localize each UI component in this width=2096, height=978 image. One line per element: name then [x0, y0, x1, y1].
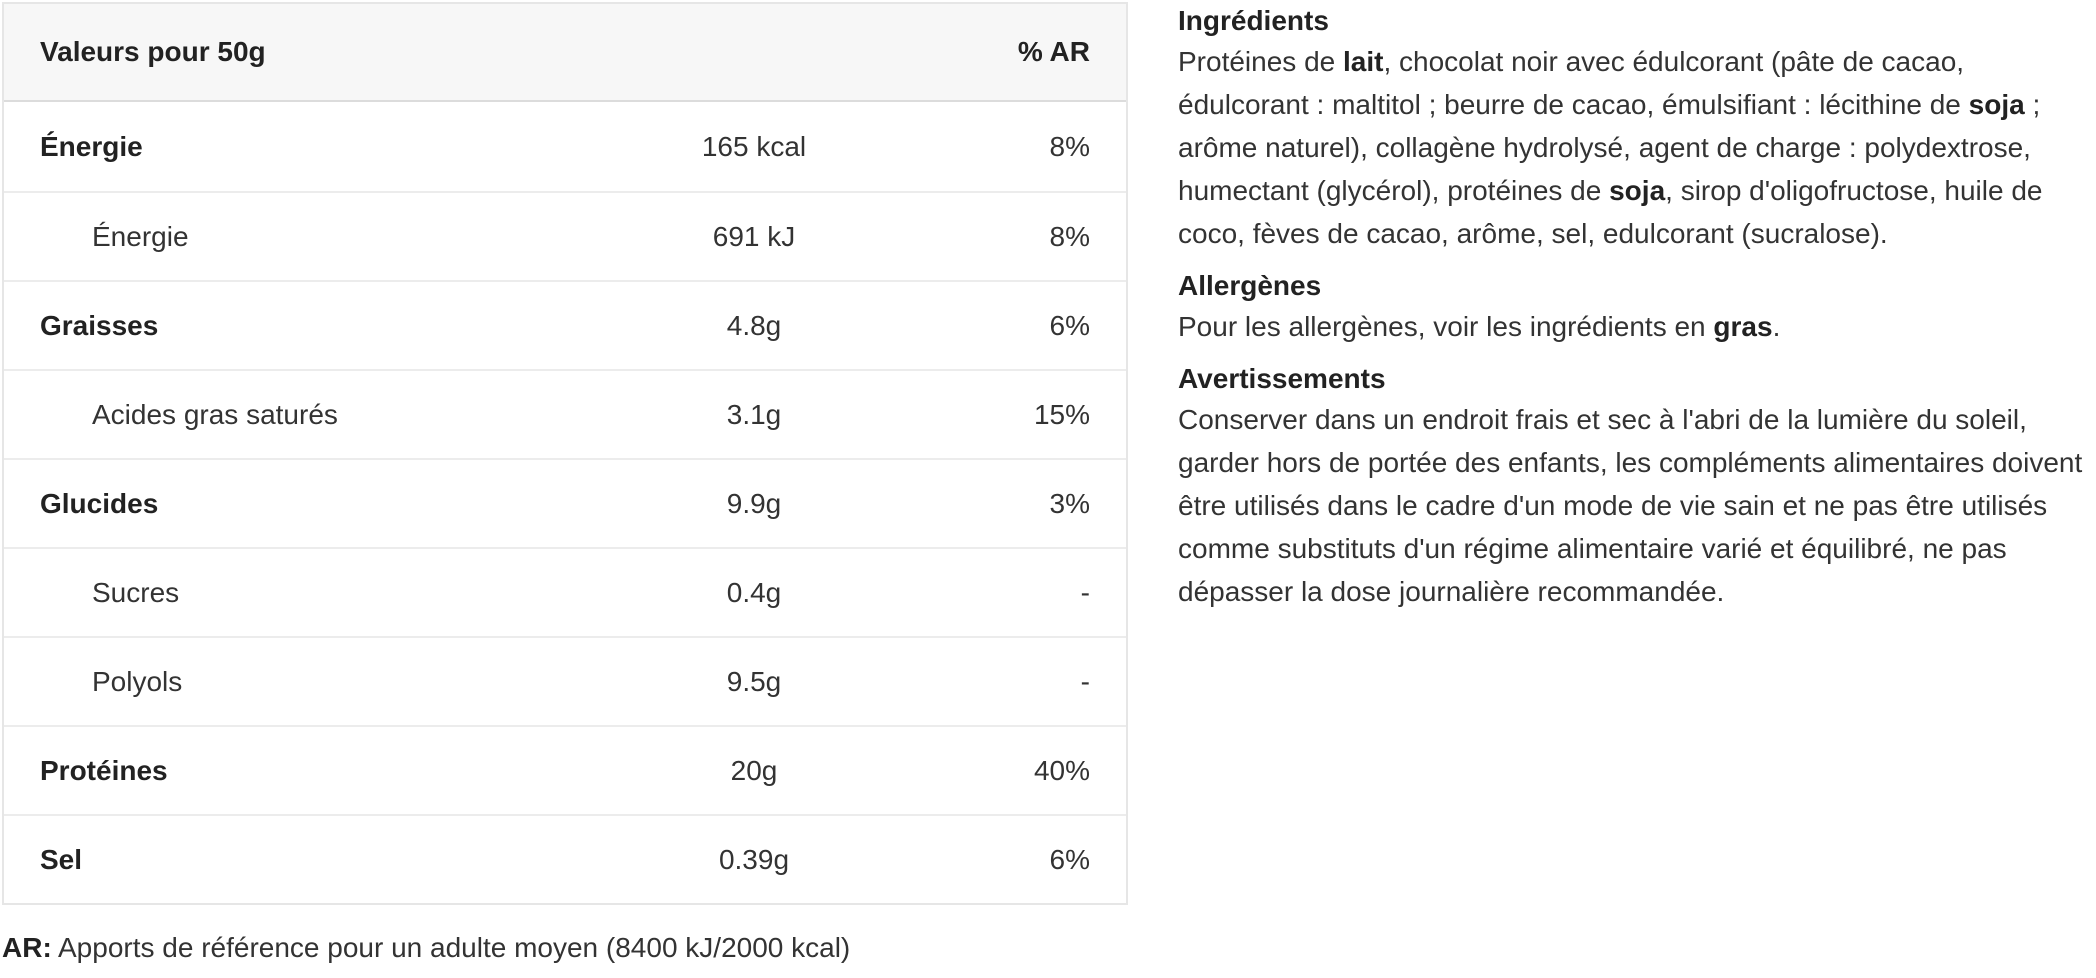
- nutrient-amount: 9.5g: [726, 665, 782, 697]
- nutrient-ar: 8%: [1049, 130, 1090, 162]
- allergen-highlight: soja: [1968, 89, 2025, 120]
- nutrient-name: Protéines: [40, 754, 168, 786]
- nutrient-amount: 0.39g: [718, 843, 790, 875]
- ingredients-heading: Ingrédients: [1178, 5, 1329, 36]
- table-row: [4, 369, 1126, 458]
- ingredients-text-part: , chocolat noir avec édulcorant (pâte de cacao, édulcorant : maltitol ; beurre de cacao, émulsifiant : lécithine de: [1178, 46, 1969, 120]
- allergens-text: [1178, 305, 2083, 348]
- table-header-row: [4, 4, 1126, 102]
- nutrient-ar: -: [1080, 576, 1090, 608]
- warnings-text: Conserver dans un endroit frais et sec à l'abri de la lumière du soleil, garder hors de portée des enfants, les compléments alimentaires doivent être utilisés dans le cadre d'un mode de vie sain et ne pas être utilisés comme substituts d'un régime alimentaire varié et équilibré, ne pas dépasser la dose journalière recommandée.: [1178, 404, 2083, 607]
- footnote-label: AR:: [2, 932, 52, 963]
- nutrient-ar: 15%: [1033, 398, 1090, 430]
- ingredients-text-part: ; arôme naturel), collagène hydrolysé, agent de charge : polydextrose, humectant (glycérol), protéines de: [1178, 89, 2041, 206]
- ingredients-text: [1178, 40, 2083, 255]
- footnote-text: Apports de référence pour un adulte moyen (8400 kJ/2000 kcal): [51, 932, 851, 963]
- nutrient-amount: 3.1g: [726, 398, 782, 430]
- nutrient-amount: 20g: [730, 754, 778, 786]
- table-row: [4, 280, 1126, 369]
- header-ar-label: % AR: [1017, 36, 1090, 67]
- table-row: [4, 636, 1126, 725]
- warnings-heading: Avertissements: [1178, 363, 1386, 394]
- nutrient-name: Graisses: [40, 309, 159, 341]
- nutrient-name: Glucides: [40, 487, 159, 519]
- nutrient-amount: 691 kJ: [712, 220, 796, 252]
- nutrient-amount: 165 kcal: [701, 130, 807, 162]
- table-row: [4, 191, 1126, 280]
- nutrient-ar: 40%: [1033, 754, 1090, 786]
- nutrition-table: [2, 2, 1128, 905]
- nutrient-ar: -: [1080, 665, 1090, 697]
- table-row: [4, 547, 1126, 636]
- nutrient-ar: 3%: [1049, 487, 1090, 519]
- ar-footnote: [2, 932, 850, 964]
- nutrient-name: Sucres: [92, 576, 180, 608]
- nutrient-name: Énergie: [40, 130, 143, 162]
- allergens-bold-word: gras: [1713, 311, 1773, 342]
- nutrient-name: Sel: [40, 843, 83, 875]
- nutrient-amount: 0.4g: [726, 576, 782, 608]
- nutrient-name: Polyols: [92, 665, 183, 697]
- table-row: [4, 814, 1126, 903]
- nutrient-name: Acides gras saturés: [92, 398, 338, 430]
- allergens-heading: Allergènes: [1178, 270, 1322, 301]
- nutrient-name: Énergie: [92, 220, 189, 252]
- table-row: [4, 458, 1126, 547]
- nutrient-ar: 6%: [1049, 309, 1090, 341]
- nutrient-ar: 6%: [1049, 843, 1090, 875]
- allergens-text-part: Pour les allergènes, voir les ingrédients en: [1178, 311, 1714, 342]
- ingredients-text-part: , sirop d'oligofructose, huile de coco, fèves de cacao, arôme, sel, edulcorant (sucralose).: [1178, 175, 2043, 249]
- allergens-text-part: .: [1772, 311, 1781, 342]
- header-values-label: Valeurs pour 50g: [40, 36, 266, 67]
- nutrient-ar: 8%: [1049, 220, 1090, 252]
- ingredients-text-part: Protéines de: [1178, 46, 1343, 77]
- product-info-panel: [1178, 2, 2083, 625]
- allergen-highlight: lait: [1343, 46, 1384, 77]
- table-row: [4, 725, 1126, 814]
- nutrient-amount: 9.9g: [726, 487, 782, 519]
- allergen-highlight: soja: [1609, 175, 1666, 206]
- table-row: [4, 102, 1126, 191]
- nutrient-amount: 4.8g: [726, 309, 782, 341]
